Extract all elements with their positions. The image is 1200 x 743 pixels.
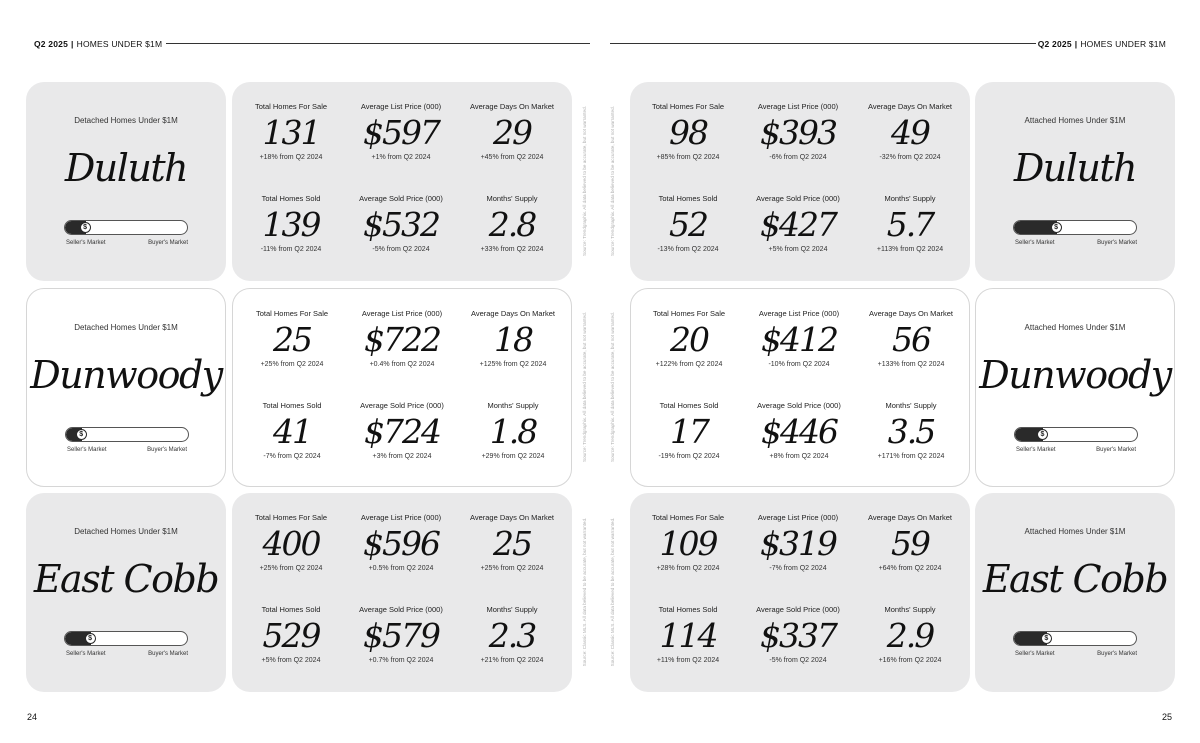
stat-avg-sold-price: [743, 401, 855, 460]
stat-value: 131: [262, 113, 320, 152]
stat-label: Total Homes Sold: [261, 605, 321, 614]
stat-change: +45% from Q2 2024: [480, 154, 544, 161]
stat-label: Average Sold Price (000): [359, 605, 443, 614]
stat-label: Average Days On Market: [867, 102, 953, 111]
stat-value: 17: [670, 412, 708, 451]
sellers-market-label: Seller's Market: [66, 240, 106, 246]
stat-label: Average List Price (000): [361, 309, 443, 318]
stat-change: -7% from Q2 2024: [769, 565, 827, 572]
stat-label: Average Sold Price (000): [756, 194, 840, 203]
stat-months-supply: [456, 194, 568, 253]
stat-value: $596: [363, 524, 439, 563]
stat-avg-days-on-market: [457, 309, 569, 368]
market-slider: [1013, 631, 1137, 646]
stat-label: Average List Price (000): [757, 102, 839, 111]
attached-subtitle: Attached Homes Under $1M: [1024, 527, 1126, 536]
stat-change: +171% from Q2 2024: [877, 453, 945, 460]
stat-total-for-sale: [632, 513, 744, 572]
stat-avg-days-on-market: [854, 102, 966, 161]
stat-change: -10% from Q2 2024: [768, 361, 830, 368]
stat-label: Months' Supply: [487, 401, 539, 410]
header-rule-left: [166, 43, 590, 44]
stat-label: Average Days On Market: [868, 309, 954, 318]
sellers-market-label: Seller's Market: [67, 447, 107, 453]
dollar-knob-icon: $: [76, 429, 87, 440]
stat-months-supply: [854, 194, 966, 253]
stat-label: Total Homes Sold: [261, 194, 321, 203]
sellers-market-label: Seller's Market: [1015, 651, 1055, 657]
stat-change: +5% from Q2 2024: [261, 657, 321, 664]
stat-change: +11% from Q2 2024: [656, 657, 720, 664]
stat-value: 41: [273, 412, 311, 451]
stat-total-sold: [632, 605, 744, 664]
stat-total-sold: [235, 605, 347, 664]
attached-label-card-duluth: [975, 82, 1175, 281]
stat-value: 1.8: [489, 412, 537, 451]
stat-label: Total Homes For Sale: [255, 309, 329, 318]
stat-value: 400: [262, 524, 320, 563]
stat-months-supply: [854, 605, 966, 664]
detached-stats-card-east-cobb: [232, 493, 572, 692]
stat-total-sold: [633, 401, 745, 460]
stat-change: -13% from Q2 2024: [657, 246, 719, 253]
stat-total-for-sale: [236, 309, 348, 368]
stat-value: $319: [760, 524, 836, 563]
stat-change: +29% from Q2 2024: [481, 453, 545, 460]
header-quarter: Q2 2025: [1037, 39, 1072, 49]
attached-label-card-dunwoody: [975, 288, 1175, 487]
stat-change: +133% from Q2 2024: [877, 361, 945, 368]
city-name: Dunwoody: [30, 353, 222, 397]
stat-change: -5% from Q2 2024: [372, 246, 430, 253]
stat-total-sold: [235, 194, 347, 253]
detached-label-card-east-cobb: [26, 493, 226, 692]
detached-subtitle: Detached Homes Under $1M: [74, 527, 178, 536]
stat-label: Total Homes Sold: [658, 194, 718, 203]
stat-avg-sold-price: [742, 194, 854, 253]
sellers-market-label: Seller's Market: [1015, 240, 1055, 246]
attached-stats-card-dunwoody: [630, 288, 970, 487]
stat-value: 52: [669, 205, 707, 244]
stat-change: +122% from Q2 2024: [655, 361, 723, 368]
stat-change: +21% from Q2 2024: [480, 657, 544, 664]
header-title: HOMES UNDER $1M: [1080, 39, 1166, 49]
source-note: Source: Trendgraphix. All data believed to be accurate, but not warranted.: [582, 312, 587, 462]
header-separator: |: [1074, 39, 1078, 49]
stat-value: $532: [363, 205, 439, 244]
market-slider: [65, 427, 189, 442]
stat-total-for-sale: [632, 102, 744, 161]
stat-label: Months' Supply: [884, 605, 936, 614]
header-rule-right: [610, 43, 1036, 44]
stat-label: Total Homes For Sale: [651, 102, 725, 111]
source-note: Source: Classic MLS. All data believed to be accurate, but not warranted.: [582, 517, 587, 667]
stat-label: Total Homes For Sale: [651, 513, 725, 522]
source-note: Source: Classic MLS. All data believed to be accurate, but not warranted.: [610, 517, 615, 667]
stat-months-supply: [855, 401, 967, 460]
stat-change: +125% from Q2 2024: [479, 361, 547, 368]
stat-value: $412: [761, 320, 837, 359]
page-number-right: 25: [1161, 712, 1172, 722]
stat-label: Average Days On Market: [867, 513, 953, 522]
detached-label-card-dunwoody: [26, 288, 226, 487]
stat-label: Average Days On Market: [469, 513, 555, 522]
stat-total-for-sale: [633, 309, 745, 368]
stat-value: 2.9: [886, 616, 934, 655]
stat-value: 18: [494, 320, 532, 359]
stat-total-for-sale: [235, 513, 347, 572]
stat-months-supply: [457, 401, 569, 460]
stat-label: Total Homes For Sale: [254, 102, 328, 111]
buyers-market-label: Buyer's Market: [147, 447, 187, 453]
attached-stats-card-east-cobb: [630, 493, 970, 692]
header-separator: |: [71, 39, 74, 49]
city-name: Duluth: [64, 146, 188, 190]
stat-value: $427: [760, 205, 836, 244]
stat-avg-days-on-market: [854, 513, 966, 572]
source-note: Source: Trendgraphix. All data believed to be accurate, but not warranted.: [610, 106, 615, 256]
stat-avg-sold-price: [345, 605, 457, 664]
stat-value: $597: [363, 113, 439, 152]
city-name: Duluth: [1013, 146, 1137, 190]
stat-label: Months' Supply: [885, 401, 937, 410]
stat-total-sold: [632, 194, 744, 253]
buyers-market-label: Buyer's Market: [1097, 240, 1137, 246]
detached-subtitle: Detached Homes Under $1M: [74, 116, 178, 125]
attached-label-card-east-cobb: [975, 493, 1175, 692]
detached-stats-card-dunwoody: [232, 288, 572, 487]
dollar-knob-icon: $: [80, 222, 91, 233]
stat-value: 98: [669, 113, 707, 152]
stat-value: $722: [364, 320, 440, 359]
stat-label: Average Days On Market: [470, 309, 556, 318]
stat-months-supply: [456, 605, 568, 664]
market-slider: [1013, 220, 1137, 235]
stat-value: 20: [670, 320, 708, 359]
stat-value: 29: [493, 113, 531, 152]
dollar-knob-icon: $: [85, 633, 96, 644]
stat-value: 56: [892, 320, 930, 359]
stat-value: $393: [760, 113, 836, 152]
stat-label: Average List Price (000): [360, 102, 442, 111]
stat-value: $337: [760, 616, 836, 655]
page-header-right: [1038, 38, 1166, 50]
sellers-market-label: Seller's Market: [1016, 447, 1056, 453]
city-name: East Cobb: [33, 557, 219, 601]
stat-label: Months' Supply: [486, 194, 538, 203]
stat-label: Total Homes Sold: [659, 401, 719, 410]
stat-avg-days-on-market: [855, 309, 967, 368]
stat-avg-list-price: [742, 513, 854, 572]
stat-value: 5.7: [886, 205, 934, 244]
buyers-market-label: Buyer's Market: [1096, 447, 1136, 453]
stat-change: +1% from Q2 2024: [371, 154, 431, 161]
stat-change: +33% from Q2 2024: [480, 246, 544, 253]
stat-change: +85% from Q2 2024: [656, 154, 720, 161]
sellers-market-label: Seller's Market: [66, 651, 106, 657]
stat-value: 25: [273, 320, 311, 359]
stat-avg-days-on-market: [456, 513, 568, 572]
stat-value: 114: [659, 616, 717, 655]
source-note: Source: Trendgraphix. All data believed to be accurate, but not warranted.: [582, 106, 587, 256]
stat-label: Months' Supply: [884, 194, 936, 203]
market-slider: [64, 631, 188, 646]
stat-change: +16% from Q2 2024: [878, 657, 942, 664]
buyers-market-label: Buyer's Market: [1097, 651, 1137, 657]
stat-change: +28% from Q2 2024: [656, 565, 720, 572]
stat-value: 3.5: [887, 412, 935, 451]
dollar-knob-icon: $: [1041, 633, 1052, 644]
attached-subtitle: Attached Homes Under $1M: [1024, 116, 1126, 125]
stat-value: $579: [363, 616, 439, 655]
stat-change: +25% from Q2 2024: [260, 361, 324, 368]
stat-value: 59: [891, 524, 929, 563]
detached-label-card-duluth: [26, 82, 226, 281]
stat-label: Average List Price (000): [757, 513, 839, 522]
stat-change: -19% from Q2 2024: [658, 453, 720, 460]
stat-total-for-sale: [235, 102, 347, 161]
stat-avg-list-price: [742, 102, 854, 161]
stat-label: Total Homes For Sale: [652, 309, 726, 318]
stat-avg-days-on-market: [456, 102, 568, 161]
attached-stats-card-duluth: [630, 82, 970, 281]
stat-label: Average List Price (000): [360, 513, 442, 522]
stat-value: 2.3: [488, 616, 536, 655]
detached-subtitle: Detached Homes Under $1M: [74, 323, 178, 332]
stat-avg-sold-price: [346, 401, 458, 460]
stat-value: 109: [659, 524, 717, 563]
stat-label: Average Days On Market: [469, 102, 555, 111]
detached-stats-card-duluth: [232, 82, 572, 281]
stat-avg-list-price: [345, 102, 457, 161]
stat-label: Total Homes Sold: [658, 605, 718, 614]
stat-change: +113% from Q2 2024: [876, 246, 944, 253]
header-quarter: Q2 2025: [34, 39, 69, 49]
stat-total-sold: [236, 401, 348, 460]
stat-change: -11% from Q2 2024: [260, 246, 322, 253]
page-number-left: 24: [27, 712, 38, 722]
stat-change: -6% from Q2 2024: [769, 154, 827, 161]
stat-value: 139: [262, 205, 320, 244]
stat-label: Total Homes Sold: [262, 401, 322, 410]
stat-change: +25% from Q2 2024: [259, 565, 323, 572]
stat-value: 25: [493, 524, 531, 563]
page-header-left: [34, 38, 162, 50]
city-name: East Cobb: [982, 557, 1168, 601]
stat-value: 49: [891, 113, 929, 152]
stat-value: $724: [364, 412, 440, 451]
stat-avg-sold-price: [345, 194, 457, 253]
stat-change: +25% from Q2 2024: [480, 565, 544, 572]
stat-change: +64% from Q2 2024: [878, 565, 942, 572]
stat-change: +5% from Q2 2024: [768, 246, 828, 253]
stat-change: +18% from Q2 2024: [259, 154, 323, 161]
source-note: Source: Trendgraphix. All data believed to be accurate, but not warranted.: [610, 312, 615, 462]
city-name: Dunwoody: [979, 353, 1171, 397]
stat-label: Average List Price (000): [758, 309, 840, 318]
stat-avg-sold-price: [742, 605, 854, 664]
stat-change: -7% from Q2 2024: [263, 453, 321, 460]
market-slider: [1014, 427, 1138, 442]
market-slider: [64, 220, 188, 235]
header-title: HOMES UNDER $1M: [76, 39, 163, 49]
buyers-market-label: Buyer's Market: [148, 240, 188, 246]
stat-label: Total Homes For Sale: [254, 513, 328, 522]
dollar-knob-icon: $: [1037, 429, 1048, 440]
stat-value: 529: [262, 616, 320, 655]
stat-change: -5% from Q2 2024: [769, 657, 827, 664]
stat-value: $446: [761, 412, 837, 451]
attached-subtitle: Attached Homes Under $1M: [1024, 323, 1126, 332]
dollar-knob-icon: $: [1051, 222, 1062, 233]
stat-label: Average Sold Price (000): [757, 401, 841, 410]
stat-change: +0.4% from Q2 2024: [369, 361, 435, 368]
stat-change: +3% from Q2 2024: [372, 453, 432, 460]
stat-label: Average Sold Price (000): [359, 194, 443, 203]
stat-change: +0.5% from Q2 2024: [368, 565, 434, 572]
stat-change: -32% from Q2 2024: [879, 154, 941, 161]
stat-avg-list-price: [345, 513, 457, 572]
stat-avg-list-price: [346, 309, 458, 368]
stat-value: 2.8: [488, 205, 536, 244]
stat-label: Months' Supply: [486, 605, 538, 614]
buyers-market-label: Buyer's Market: [148, 651, 188, 657]
stat-label: Average Sold Price (000): [756, 605, 840, 614]
stat-label: Average Sold Price (000): [360, 401, 444, 410]
stat-change: +0.7% from Q2 2024: [368, 657, 434, 664]
stat-avg-list-price: [743, 309, 855, 368]
stat-change: +8% from Q2 2024: [769, 453, 829, 460]
